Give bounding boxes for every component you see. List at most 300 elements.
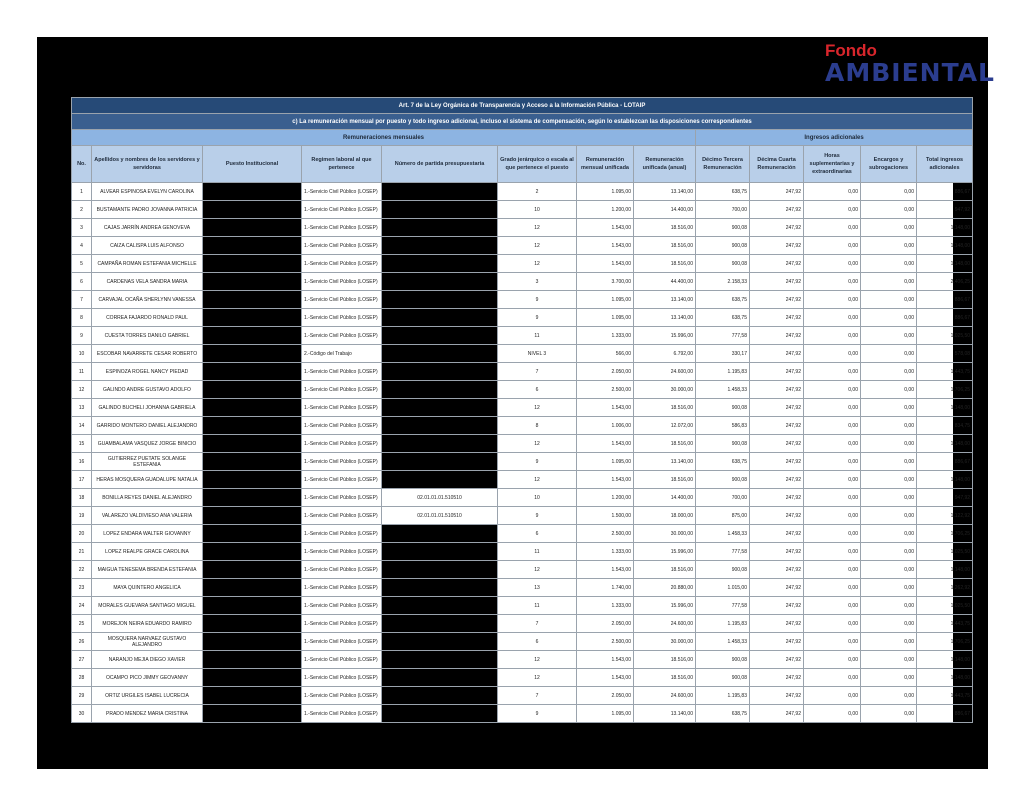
cell-decimo4: 247,92 xyxy=(750,687,804,705)
cell-total: 1.148,00 xyxy=(917,435,973,453)
cell-rmu: 1.095,00 xyxy=(577,291,634,309)
cell-no: 10 xyxy=(72,345,92,363)
cell-horas: 0,00 xyxy=(804,669,861,687)
cell-partida xyxy=(382,435,498,453)
col-header-grado: Grado jerárquico o escala al que pertenece el puesto xyxy=(498,146,577,183)
cell-encargos: 0,00 xyxy=(861,543,917,561)
cell-horas: 0,00 xyxy=(804,399,861,417)
cell-rmu: 1.095,00 xyxy=(577,705,634,723)
cell-encargos: 0,00 xyxy=(861,399,917,417)
cell-partida: 02.01.01.01.510510 xyxy=(382,507,498,525)
cell-decimo4: 247,92 xyxy=(750,669,804,687)
remuneration-table xyxy=(71,97,973,723)
cell-regimen: 1.-Servicio Civil Público (LOSEP) xyxy=(302,489,382,507)
cell-rmu: 1.006,00 xyxy=(577,417,634,435)
cell-regimen: 1.-Servicio Civil Público (LOSEP) xyxy=(302,363,382,381)
cell-decimo3: 586,83 xyxy=(696,417,750,435)
cell-total: 1.148,00 xyxy=(917,399,973,417)
cell-name: MOSQUERA NARVAEZ GUSTAVO ALEJANDRO xyxy=(92,633,203,651)
cell-decimo3: 638,75 xyxy=(696,705,750,723)
cell-puesto-redacted xyxy=(203,507,302,525)
cell-regimen: 1.-Servicio Civil Público (LOSEP) xyxy=(302,561,382,579)
cell-name: CAIZA CALISPA LUIS ALFONSO xyxy=(92,237,203,255)
cell-encargos: 0,00 xyxy=(861,489,917,507)
col-header-decimo4: Décima Cuarta Remuneración xyxy=(750,146,804,183)
cell-encargos: 0,00 xyxy=(861,255,917,273)
cell-regimen: 1.-Servicio Civil Público (LOSEP) xyxy=(302,651,382,669)
cell-decimo4: 247,92 xyxy=(750,615,804,633)
cell-name: ESPINOZA ROGEL NANCY PIEDAD xyxy=(92,363,203,381)
cell-rmu: 2.500,00 xyxy=(577,633,634,651)
fondo-ambiental-logo xyxy=(825,41,995,87)
cell-no: 19 xyxy=(72,507,92,525)
table-row xyxy=(72,183,973,201)
cell-horas: 0,00 xyxy=(804,237,861,255)
cell-decimo3: 638,75 xyxy=(696,453,750,471)
cell-decimo4: 247,92 xyxy=(750,651,804,669)
cell-no: 12 xyxy=(72,381,92,399)
cell-name: CARDENAS VELA SANDRA MARIA xyxy=(92,273,203,291)
cell-decimo4: 247,92 xyxy=(750,453,804,471)
cell-encargos: 0,00 xyxy=(861,345,917,363)
cell-regimen: 1.-Servicio Civil Público (LOSEP) xyxy=(302,273,382,291)
cell-total: 1.706,25 xyxy=(917,633,973,651)
cell-decimo4: 247,92 xyxy=(750,201,804,219)
cell-partida xyxy=(382,237,498,255)
cell-rmu: 1.543,00 xyxy=(577,651,634,669)
cell-partida xyxy=(382,183,498,201)
cell-decimo3: 1.458,33 xyxy=(696,633,750,651)
cell-puesto-redacted xyxy=(203,291,302,309)
cell-anual: 18.000,00 xyxy=(634,507,696,525)
cell-partida xyxy=(382,597,498,615)
cell-encargos: 0,00 xyxy=(861,597,917,615)
cell-grado: 9 xyxy=(498,309,577,327)
cell-horas: 0,00 xyxy=(804,453,861,471)
cell-encargos: 0,00 xyxy=(861,453,917,471)
cell-anual: 18.516,00 xyxy=(634,651,696,669)
cell-no: 4 xyxy=(72,237,92,255)
cell-no: 15 xyxy=(72,435,92,453)
table-row xyxy=(72,237,973,255)
cell-rmu: 1.543,00 xyxy=(577,237,634,255)
cell-no: 3 xyxy=(72,219,92,237)
cell-rmu: 1.740,00 xyxy=(577,579,634,597)
cell-total: 1.706,25 xyxy=(917,525,973,543)
cell-puesto-redacted xyxy=(203,615,302,633)
cell-decimo3: 900,08 xyxy=(696,399,750,417)
cell-decimo3: 330,17 xyxy=(696,345,750,363)
cell-decimo4: 247,92 xyxy=(750,237,804,255)
cell-partida xyxy=(382,633,498,651)
cell-anual: 18.516,00 xyxy=(634,669,696,687)
cell-horas: 0,00 xyxy=(804,201,861,219)
table-row xyxy=(72,435,973,453)
cell-total: 1.148,00 xyxy=(917,471,973,489)
cell-decimo4: 247,92 xyxy=(750,417,804,435)
cell-regimen: 1.-Servicio Civil Público (LOSEP) xyxy=(302,399,382,417)
cell-no: 20 xyxy=(72,525,92,543)
cell-partida xyxy=(382,345,498,363)
cell-partida xyxy=(382,363,498,381)
cell-horas: 0,00 xyxy=(804,219,861,237)
cell-rmu: 1.333,00 xyxy=(577,597,634,615)
table-row xyxy=(72,669,973,687)
cell-anual: 13.140,00 xyxy=(634,705,696,723)
cell-puesto-redacted xyxy=(203,471,302,489)
cell-regimen: 1.-Servicio Civil Público (LOSEP) xyxy=(302,255,382,273)
cell-partida xyxy=(382,327,498,345)
cell-partida xyxy=(382,201,498,219)
cell-grado: 12 xyxy=(498,237,577,255)
cell-puesto-redacted xyxy=(203,381,302,399)
cell-grado: 12 xyxy=(498,651,577,669)
cell-partida: 02.01.01.01.510510 xyxy=(382,489,498,507)
col-header-horas: Horas suplementarias y extraordinarias xyxy=(804,146,861,183)
cell-name: LOPEZ ENDARA WALTER GIOVANNY xyxy=(92,525,203,543)
cell-anual: 13.140,00 xyxy=(634,309,696,327)
col-header-regimen: Regimen laboral al que pertenece xyxy=(302,146,382,183)
cell-decimo3: 700,00 xyxy=(696,489,750,507)
table-row xyxy=(72,507,973,525)
cell-horas: 0,00 xyxy=(804,345,861,363)
cell-name: OCAMPO PICO JIMMY GEOVANNY xyxy=(92,669,203,687)
cell-rmu: 2.050,00 xyxy=(577,687,634,705)
cell-no: 18 xyxy=(72,489,92,507)
cell-total: 1.148,00 xyxy=(917,561,973,579)
cell-regimen: 1.-Servicio Civil Público (LOSEP) xyxy=(302,183,382,201)
cell-horas: 0,00 xyxy=(804,579,861,597)
table-row xyxy=(72,273,973,291)
cell-no: 1 xyxy=(72,183,92,201)
cell-anual: 44.400,00 xyxy=(634,273,696,291)
cell-anual: 30.000,00 xyxy=(634,381,696,399)
cell-encargos: 0,00 xyxy=(861,417,917,435)
cell-grado: 6 xyxy=(498,381,577,399)
cell-horas: 0,00 xyxy=(804,363,861,381)
cell-no: 24 xyxy=(72,597,92,615)
cell-name: GUAMBALAMA VASQUEZ JORGE BINICIO xyxy=(92,435,203,453)
cell-grado: 11 xyxy=(498,597,577,615)
cell-total: 1.443,75 xyxy=(917,615,973,633)
table-row xyxy=(72,525,973,543)
cell-grado: 12 xyxy=(498,669,577,687)
cell-encargos: 0,00 xyxy=(861,525,917,543)
cell-anual: 15.996,00 xyxy=(634,327,696,345)
cell-name: VALAREZO VALDIVIESO ANA VALERIA xyxy=(92,507,203,525)
cell-puesto-redacted xyxy=(203,237,302,255)
cell-anual: 24.600,00 xyxy=(634,363,696,381)
cell-grado: 12 xyxy=(498,399,577,417)
cell-regimen: 1.-Servicio Civil Público (LOSEP) xyxy=(302,237,382,255)
cell-regimen: 1.-Servicio Civil Público (LOSEP) xyxy=(302,525,382,543)
group-header-monthly: Remuneraciones mensuales xyxy=(72,130,696,146)
cell-regimen: 1.-Servicio Civil Público (LOSEP) xyxy=(302,327,382,345)
cell-partida xyxy=(382,543,498,561)
col-header-partida: Número de partida presupuestaria xyxy=(382,146,498,183)
cell-total: 886,67 xyxy=(917,705,973,723)
cell-name: ALVEAR ESPINOSA EVELYN CAROLINA xyxy=(92,183,203,201)
col-header-rmu: Remuneración mensual unificada xyxy=(577,146,634,183)
cell-no: 28 xyxy=(72,669,92,687)
cell-grado: 12 xyxy=(498,471,577,489)
cell-partida xyxy=(382,615,498,633)
cell-decimo3: 638,75 xyxy=(696,309,750,327)
cell-partida xyxy=(382,255,498,273)
cell-regimen: 1.-Servicio Civil Público (LOSEP) xyxy=(302,417,382,435)
cell-anual: 15.996,00 xyxy=(634,543,696,561)
table-row xyxy=(72,291,973,309)
cell-encargos: 0,00 xyxy=(861,291,917,309)
cell-horas: 0,00 xyxy=(804,381,861,399)
cell-grado: 13 xyxy=(498,579,577,597)
cell-encargos: 0,00 xyxy=(861,633,917,651)
cell-puesto-redacted xyxy=(203,201,302,219)
cell-regimen: 1.-Servicio Civil Público (LOSEP) xyxy=(302,543,382,561)
cell-regimen: 1.-Servicio Civil Público (LOSEP) xyxy=(302,381,382,399)
table-row xyxy=(72,651,973,669)
cell-grado: 9 xyxy=(498,705,577,723)
cell-partida xyxy=(382,579,498,597)
table-row xyxy=(72,705,973,723)
cell-rmu: 2.050,00 xyxy=(577,363,634,381)
cell-no: 9 xyxy=(72,327,92,345)
cell-decimo3: 900,08 xyxy=(696,255,750,273)
cell-anual: 18.516,00 xyxy=(634,471,696,489)
cell-grado: 12 xyxy=(498,255,577,273)
cell-anual: 15.996,00 xyxy=(634,597,696,615)
cell-encargos: 0,00 xyxy=(861,705,917,723)
cell-rmu: 1.500,00 xyxy=(577,507,634,525)
cell-regimen: 1.-Servicio Civil Público (LOSEP) xyxy=(302,471,382,489)
cell-regimen: 2.-Código del Trabajo xyxy=(302,345,382,363)
cell-name: CUESTA TORRES DANILO GABRIEL xyxy=(92,327,203,345)
cell-puesto-redacted xyxy=(203,705,302,723)
cell-decimo4: 247,92 xyxy=(750,183,804,201)
cell-grado: 3 xyxy=(498,273,577,291)
cell-no: 11 xyxy=(72,363,92,381)
cell-total: 886,67 xyxy=(917,183,973,201)
cell-rmu: 3.700,00 xyxy=(577,273,634,291)
cell-decimo3: 777,58 xyxy=(696,543,750,561)
cell-decimo3: 900,08 xyxy=(696,651,750,669)
cell-decimo3: 1.195,83 xyxy=(696,687,750,705)
cell-puesto-redacted xyxy=(203,363,302,381)
cell-rmu: 2.050,00 xyxy=(577,615,634,633)
col-header-puesto: Puesto Institucional xyxy=(203,146,302,183)
cell-decimo3: 900,08 xyxy=(696,219,750,237)
cell-encargos: 0,00 xyxy=(861,273,917,291)
cell-no: 5 xyxy=(72,255,92,273)
cell-puesto-redacted xyxy=(203,219,302,237)
cell-puesto-redacted xyxy=(203,345,302,363)
cell-rmu: 1.543,00 xyxy=(577,561,634,579)
cell-decimo3: 638,75 xyxy=(696,183,750,201)
cell-grado: 7 xyxy=(498,615,577,633)
cell-horas: 0,00 xyxy=(804,309,861,327)
col-header-anual: Remuneración unificada (anual) xyxy=(634,146,696,183)
cell-encargos: 0,00 xyxy=(861,183,917,201)
cell-horas: 0,00 xyxy=(804,543,861,561)
cell-decimo4: 247,92 xyxy=(750,489,804,507)
cell-grado: 7 xyxy=(498,363,577,381)
cell-encargos: 0,00 xyxy=(861,219,917,237)
cell-rmu: 1.543,00 xyxy=(577,219,634,237)
cell-encargos: 0,00 xyxy=(861,507,917,525)
cell-no: 2 xyxy=(72,201,92,219)
cell-decimo3: 777,58 xyxy=(696,597,750,615)
cell-puesto-redacted xyxy=(203,273,302,291)
cell-anual: 18.516,00 xyxy=(634,255,696,273)
col-header-no: No. xyxy=(72,146,92,183)
table-row xyxy=(72,309,973,327)
cell-regimen: 1.-Servicio Civil Público (LOSEP) xyxy=(302,687,382,705)
cell-anual: 13.140,00 xyxy=(634,183,696,201)
cell-no: 13 xyxy=(72,399,92,417)
table-row xyxy=(72,201,973,219)
cell-partida xyxy=(382,309,498,327)
cell-name: ESCOBAR NAVARRETE CESAR ROBERTO xyxy=(92,345,203,363)
cell-total: 947,92 xyxy=(917,201,973,219)
table-row xyxy=(72,489,973,507)
cell-decimo4: 247,92 xyxy=(750,579,804,597)
table-row xyxy=(72,453,973,471)
cell-puesto-redacted xyxy=(203,453,302,471)
cell-regimen: 1.-Servicio Civil Público (LOSEP) xyxy=(302,435,382,453)
cell-anual: 18.516,00 xyxy=(634,237,696,255)
cell-decimo3: 1.458,33 xyxy=(696,525,750,543)
cell-name: BONILLA REYES DANIEL ALEJANDRO xyxy=(92,489,203,507)
cell-decimo4: 247,92 xyxy=(750,363,804,381)
cell-horas: 0,00 xyxy=(804,327,861,345)
cell-decimo4: 247,92 xyxy=(750,543,804,561)
cell-decimo4: 247,92 xyxy=(750,597,804,615)
cell-encargos: 0,00 xyxy=(861,327,917,345)
cell-decimo4: 247,92 xyxy=(750,309,804,327)
cell-total: 834,75 xyxy=(917,417,973,435)
cell-regimen: 1.-Servicio Civil Público (LOSEP) xyxy=(302,507,382,525)
cell-total: 1.025,50 xyxy=(917,327,973,345)
col-header-total: Total ingresos adicionales xyxy=(917,146,973,183)
cell-rmu: 2.500,00 xyxy=(577,381,634,399)
cell-encargos: 0,00 xyxy=(861,669,917,687)
cell-horas: 0,00 xyxy=(804,489,861,507)
cell-partida xyxy=(382,273,498,291)
table-row xyxy=(72,579,973,597)
cell-name: MAIGUA TENESEMA BRENDA ESTEFANIA xyxy=(92,561,203,579)
cell-grado: 12 xyxy=(498,561,577,579)
cell-rmu: 1.543,00 xyxy=(577,471,634,489)
cell-total: 1.148,00 xyxy=(917,651,973,669)
cell-decimo3: 875,00 xyxy=(696,507,750,525)
cell-horas: 0,00 xyxy=(804,705,861,723)
logo-line-1: Fondo xyxy=(825,41,877,60)
cell-puesto-redacted xyxy=(203,435,302,453)
cell-total: 578,08 xyxy=(917,345,973,363)
cell-encargos: 0,00 xyxy=(861,615,917,633)
cell-no: 21 xyxy=(72,543,92,561)
cell-puesto-redacted xyxy=(203,327,302,345)
cell-no: 6 xyxy=(72,273,92,291)
cell-grado: 10 xyxy=(498,201,577,219)
col-header-encargos: Encargos y subrogaciones xyxy=(861,146,917,183)
cell-horas: 0,00 xyxy=(804,651,861,669)
cell-name: MOREJON NEIRA EDUARDO RAMIRO xyxy=(92,615,203,633)
cell-regimen: 1.-Servicio Civil Público (LOSEP) xyxy=(302,291,382,309)
cell-total: 1.443,75 xyxy=(917,687,973,705)
cell-horas: 0,00 xyxy=(804,291,861,309)
cell-rmu: 1.543,00 xyxy=(577,435,634,453)
lotaip-sheet xyxy=(71,97,971,723)
cell-decimo3: 900,08 xyxy=(696,435,750,453)
cell-puesto-redacted xyxy=(203,651,302,669)
cell-decimo3: 1.195,83 xyxy=(696,363,750,381)
cell-encargos: 0,00 xyxy=(861,687,917,705)
cell-name: HERAS MOSQUERA GUADALUPE NATALIA xyxy=(92,471,203,489)
cell-regimen: 1.-Servicio Civil Público (LOSEP) xyxy=(302,201,382,219)
cell-encargos: 0,00 xyxy=(861,471,917,489)
cell-horas: 0,00 xyxy=(804,507,861,525)
cell-horas: 0,00 xyxy=(804,435,861,453)
cell-encargos: 0,00 xyxy=(861,201,917,219)
cell-total: 1.148,00 xyxy=(917,219,973,237)
cell-grado: 10 xyxy=(498,489,577,507)
cell-decimo4: 247,92 xyxy=(750,471,804,489)
cell-no: 26 xyxy=(72,633,92,651)
cell-rmu: 1.543,00 xyxy=(577,669,634,687)
cell-rmu: 1.543,00 xyxy=(577,399,634,417)
cell-name: GALINDO BUCHELI JOHANNA GABRIELA xyxy=(92,399,203,417)
cell-total: 1.148,00 xyxy=(917,237,973,255)
table-row xyxy=(72,327,973,345)
table-row xyxy=(72,399,973,417)
cell-no: 23 xyxy=(72,579,92,597)
cell-partida xyxy=(382,381,498,399)
cell-no: 16 xyxy=(72,453,92,471)
cell-total: 1.706,25 xyxy=(917,381,973,399)
cell-horas: 0,00 xyxy=(804,255,861,273)
group-header-additional: Ingresos adicionales xyxy=(696,130,973,146)
cell-anual: 12.072,00 xyxy=(634,417,696,435)
cell-puesto-redacted xyxy=(203,669,302,687)
col-header-decimo3: Décimo Tercera Remuneración xyxy=(696,146,750,183)
cell-no: 29 xyxy=(72,687,92,705)
cell-decimo3: 1.195,83 xyxy=(696,615,750,633)
table-row xyxy=(72,255,973,273)
cell-rmu: 1.200,00 xyxy=(577,201,634,219)
cell-grado: 12 xyxy=(498,435,577,453)
cell-decimo3: 900,08 xyxy=(696,669,750,687)
cell-name: CAJAS JARRÍN ANDREA GENOVEVA xyxy=(92,219,203,237)
table-row xyxy=(72,345,973,363)
cell-anual: 18.516,00 xyxy=(634,399,696,417)
cell-grado: 6 xyxy=(498,525,577,543)
cell-total: 2.406,25 xyxy=(917,273,973,291)
cell-decimo4: 247,92 xyxy=(750,435,804,453)
cell-anual: 24.600,00 xyxy=(634,615,696,633)
cell-regimen: 1.-Servicio Civil Público (LOSEP) xyxy=(302,219,382,237)
table-row xyxy=(72,543,973,561)
cell-decimo3: 1.458,33 xyxy=(696,381,750,399)
cell-partida xyxy=(382,687,498,705)
cell-anual: 18.516,00 xyxy=(634,561,696,579)
cell-rmu: 2.500,00 xyxy=(577,525,634,543)
cell-encargos: 0,00 xyxy=(861,363,917,381)
cell-horas: 0,00 xyxy=(804,561,861,579)
cell-partida xyxy=(382,417,498,435)
cell-encargos: 0,00 xyxy=(861,579,917,597)
cell-total: 1.025,50 xyxy=(917,597,973,615)
